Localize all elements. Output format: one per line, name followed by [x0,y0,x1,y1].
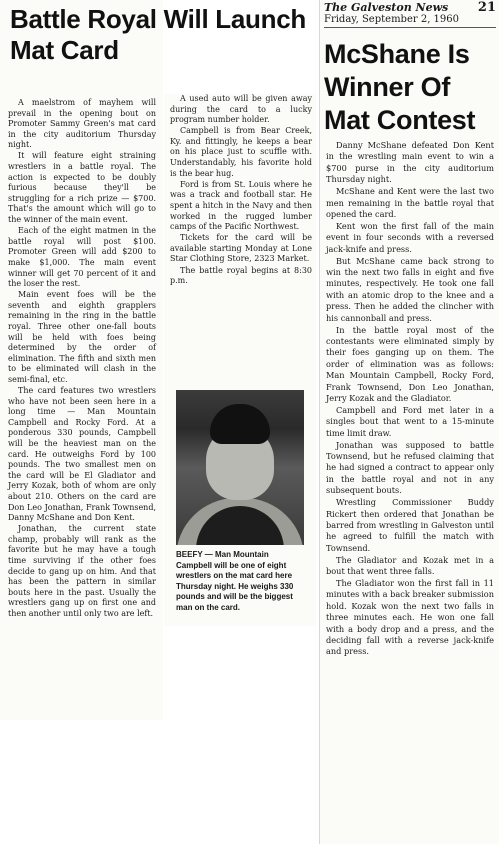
left-article-paragraph-1: A maelstrom of mayhem will prevail in the opening bout on Promoter Sammy Green's mat card in the city auditorium Thursday night. [8,98,156,150]
left-article-column-1 [8,98,156,620]
masthead [324,2,496,28]
left-article-continued-3: Ford is from St. Louis where he was a track and football star. He spent a hitch in the Navy and then worked in the rugged lumber camps of the Pacific Northwest. [170,179,312,232]
masthead-page-number: 21 [477,0,496,15]
left-article-continued-5: The battle royal begins at 8:30 p.m. [170,265,312,286]
right-article-paragraph-8: Wrestling Commissioner Buddy Rickert then ordered that Jonathan be barred from wrestling in Galveston until he agreed to fulfill the match with Townsend. [326,497,494,553]
left-article-paragraph-5: The card features two wrestlers who have not been seen here in a long time — Man Mountain Campbell and Rocky Ford. At a ponderous 330 pounds, Campbell will be the heaviest man on the card. He outweighs Ford by 100 pounds. The two smallest men on the card will be El Gladiator and Jerry Kozak, both of whom are only about 210. Others on the card are Don Leo Jonathan, Frank Townsend, Danny McShane and Don Kent. [8,386,156,523]
left-article-clipping [0,0,163,720]
right-article-paragraph-9: The Gladiator and Kozak met in a bout that went three falls. [326,554,494,577]
right-article-column [326,140,494,658]
left-article-paragraph-2: It will feature eight straining wrestlers in a battle royal. The action is expected to be doubly furious because they'll be struggling for a rich prize — $700. That's the amount which will go to the winner of the main event. [8,151,156,225]
left-article-paragraph-4: Main event foes will be the seventh and eighth grapplers remaining in the ring in the battle royal. Three other one-fall bouts will be held with foes being determined by the order of elimination. The fifth and sixth men to be eliminated will clash in the semi-final, etc. [8,290,156,384]
photo-block [170,390,310,626]
right-article-paragraph-5: In the battle royal most of the contestants were eliminated simply by their foes ganging up on them. The order of elimination was as follows: Man Mountain Campbell, Rocky Ford, Frank Townsend, Don Leo Jonathan, Jerry Kozak and the Gladiator. [326,324,494,403]
right-article-paragraph-10: The Gladiator won the first fall in 11 minutes with a back breaker submission hold. Kozak won the next two falls in three minutes each. He won one fall with a body drop and a press, and the deciding fall with a reverse jack-knife and press. [326,577,494,657]
left-article-continued-4: Tickets for the card will be available starting Monday at Lone Star Clothing Store, 2323 Market. [170,233,312,264]
right-article-paragraph-6: Campbell and Ford met later in a singles bout that went to a 15-minute time limit draw. [326,404,494,438]
right-article-paragraph-7: Jonathan was supposed to battle Townsend, but he refused claiming that he had signed a contract to appear only in the battle royal and not in any subsequent bouts. [326,439,494,496]
right-article-paragraph-1: Danny McShane defeated Don Kent in the wrestling main event to win a $700 purse in the city auditorium Thursday night. [326,140,494,185]
left-article-continued-2: Campbell is from Bear Creek, Ky. and fittingly, he keeps a bear on his place just to scuffle with. Understandably, his favorite hold is the bear hug. [170,126,312,178]
right-article-headline: McShane Is Winner Of Mat Contest [324,39,476,135]
masthead-paper-name: The Galveston News [324,1,449,14]
masthead-date: Friday, September 2, 1960 [324,14,459,25]
left-article-paragraph-3: Each of the eight matmen in the battle royal will post $100. Promoter Green will add $200 to make $1,000. The main event winner will get 70 percent of it and the loser the rest. [8,226,156,289]
right-article-clipping [319,0,499,844]
photo-caption: BEEFY — Man Mountain Campbell will be one of eight wrestlers on the mat card here Thursday night. He weighs 330 pounds and will be the biggest man on the card. [176,550,294,612]
left-article-continuation-clipping [164,94,316,626]
wrestler-photo [176,390,304,545]
right-article-paragraph-3: Kent won the first fall of the main event in four seconds with a reversed jack-knife and press. [326,220,494,254]
left-article-column-2 [170,94,312,287]
left-article-headline: Battle Royal Will Launch Mat Card [10,4,306,65]
left-article-paragraph-6: Jonathan, the current state champ, probably will rank as the favorite but he may have a tough time surviving if the other foes decide to gang up on him. And that has been the pattern in similar bouts here in the past. Usually the wrestlers gang up on first one and then another until only two are left. [8,524,156,618]
right-article-paragraph-2: McShane and Kent were the last two men remaining in the battle royal that opened the card. [326,186,494,219]
left-article-continued-1: A used auto will be given away during the card to a lucky program number holder. [170,94,312,125]
right-article-paragraph-4: But McShane came back strong to win the next two falls in eight and five minutes, respectively. He took one fall with an atomic drop to the knee and a press. Then he added the clincher with his cannonball and press. [326,255,494,323]
